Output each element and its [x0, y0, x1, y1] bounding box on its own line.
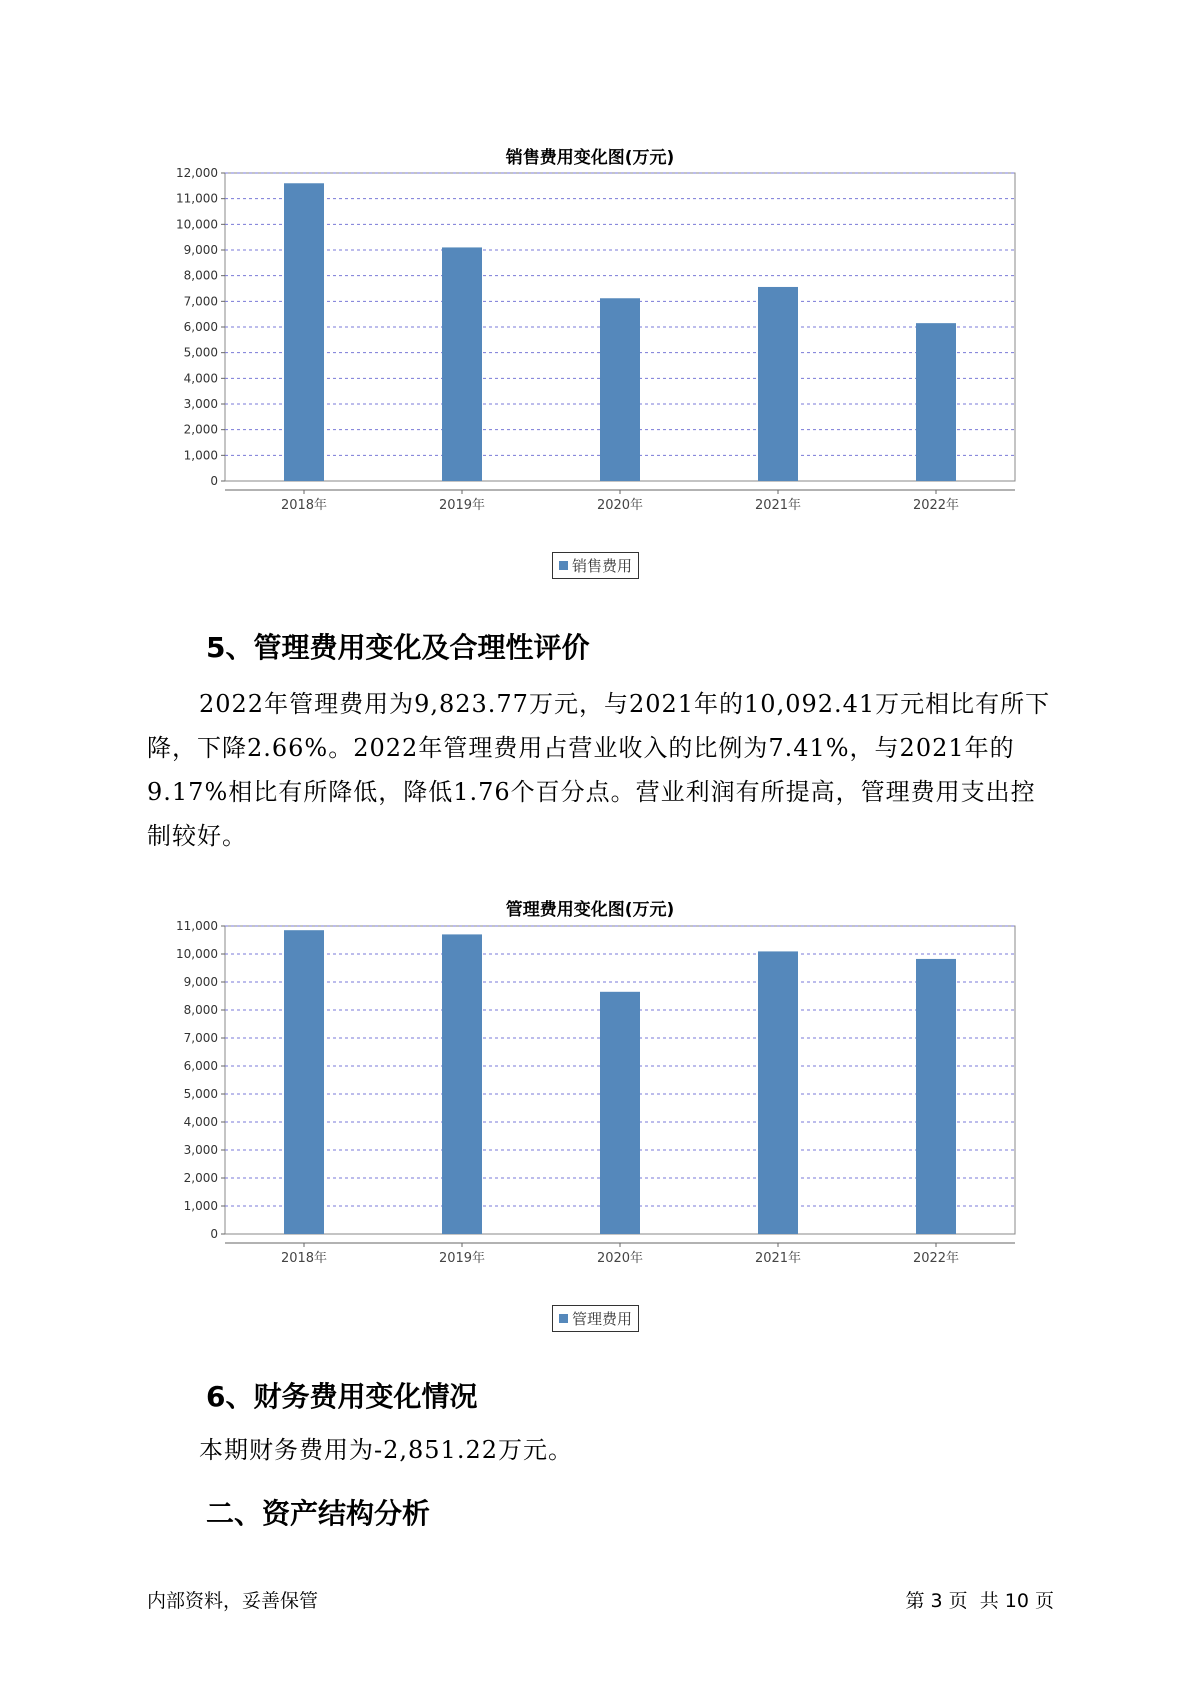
y-tick-label: 11,000 [176, 919, 218, 933]
x-tick-label: 2019年 [438, 498, 486, 513]
x-tick-label: 2020年 [596, 498, 644, 513]
y-tick-label: 3,000 [183, 397, 218, 411]
y-tick-label: 5,000 [183, 1087, 218, 1101]
legend-swatch [559, 1314, 568, 1323]
legend-swatch [559, 561, 568, 570]
y-tick-label: 4,000 [183, 371, 218, 386]
section-6-text: 本期财务费用为-2,851.22万元。 [199, 1436, 573, 1464]
section-6-heading: 6、财务费用变化情况 [206, 1380, 478, 1413]
y-tick-label: 9,000 [183, 243, 218, 257]
y-tick-label: 3,000 [183, 1143, 218, 1157]
bar [916, 959, 956, 1234]
y-tick-label: 1,000 [183, 1199, 218, 1213]
x-tick-label: 2018年 [280, 1251, 328, 1266]
y-tick-label: 8,000 [183, 268, 218, 283]
sales-expense-chart [150, 140, 1030, 590]
bar [442, 247, 482, 481]
bar [600, 992, 640, 1234]
bar [600, 298, 640, 481]
chart-legend [552, 552, 639, 579]
y-tick-label: 1,000 [183, 448, 218, 463]
y-tick-label: 10,000 [176, 947, 218, 961]
section-2-heading: 二、资产结构分析 [206, 1497, 431, 1530]
y-tick-label: 11,000 [176, 191, 218, 206]
bar [916, 323, 956, 481]
legend-label: 管理费用 [572, 1310, 633, 1328]
y-tick-label: 6,000 [183, 1059, 218, 1073]
y-tick-label: 7,000 [183, 294, 218, 309]
bar [284, 930, 324, 1234]
y-tick-label: 5,000 [183, 345, 218, 360]
bar [442, 934, 482, 1234]
section-5-text: 2022年管理费用为9,823.77万元，与2021年的10,092.41万元相比有所下降，下降2.66%。2022年管理费用占营业收入的比例为7.41%，与2021年的9.17%相比有所降低，降低1.76个百分点。营业利润有所提高，管理费用支出控制较好。 [147, 690, 1051, 850]
x-tick-label: 2020年 [596, 1251, 644, 1266]
chart-title: 销售费用变化图(万元) [505, 148, 675, 168]
admin-expense-chart [150, 892, 1030, 1342]
y-tick-label: 0 [210, 474, 218, 488]
x-tick-label: 2018年 [280, 498, 328, 513]
y-tick-label: 10,000 [176, 217, 218, 232]
section-5-paragraph [147, 682, 1052, 858]
footer-page-number: 第 3 页 共 10 页 [905, 1590, 1054, 1612]
chart-legend [552, 1305, 639, 1332]
y-tick-label: 2,000 [183, 422, 218, 437]
chart-title: 管理费用变化图(万元) [505, 900, 675, 920]
y-tick-label: 4,000 [183, 1115, 218, 1129]
x-tick-label: 2019年 [438, 1251, 486, 1266]
x-tick-label: 2021年 [754, 498, 802, 513]
x-tick-label: 2022年 [912, 498, 960, 513]
y-tick-label: 6,000 [183, 320, 218, 334]
y-tick-label: 2,000 [183, 1171, 218, 1185]
footer-left: 内部资料，妥善保管 [147, 1590, 319, 1612]
y-tick-label: 8,000 [183, 1003, 218, 1017]
legend-label: 销售费用 [572, 557, 633, 575]
y-tick-label: 0 [210, 1227, 218, 1241]
y-tick-label: 7,000 [183, 1031, 218, 1045]
section-6-paragraph [147, 1428, 1052, 1472]
chart-plot [150, 892, 1030, 1312]
bar [758, 951, 798, 1234]
bar [284, 183, 324, 481]
x-tick-label: 2021年 [754, 1251, 802, 1266]
section-5-heading: 5、管理费用变化及合理性评价 [206, 631, 590, 664]
chart-plot [150, 140, 1030, 560]
y-tick-label: 12,000 [176, 166, 218, 180]
bar [758, 287, 798, 481]
y-tick-label: 9,000 [183, 975, 218, 989]
x-tick-label: 2022年 [912, 1251, 960, 1266]
